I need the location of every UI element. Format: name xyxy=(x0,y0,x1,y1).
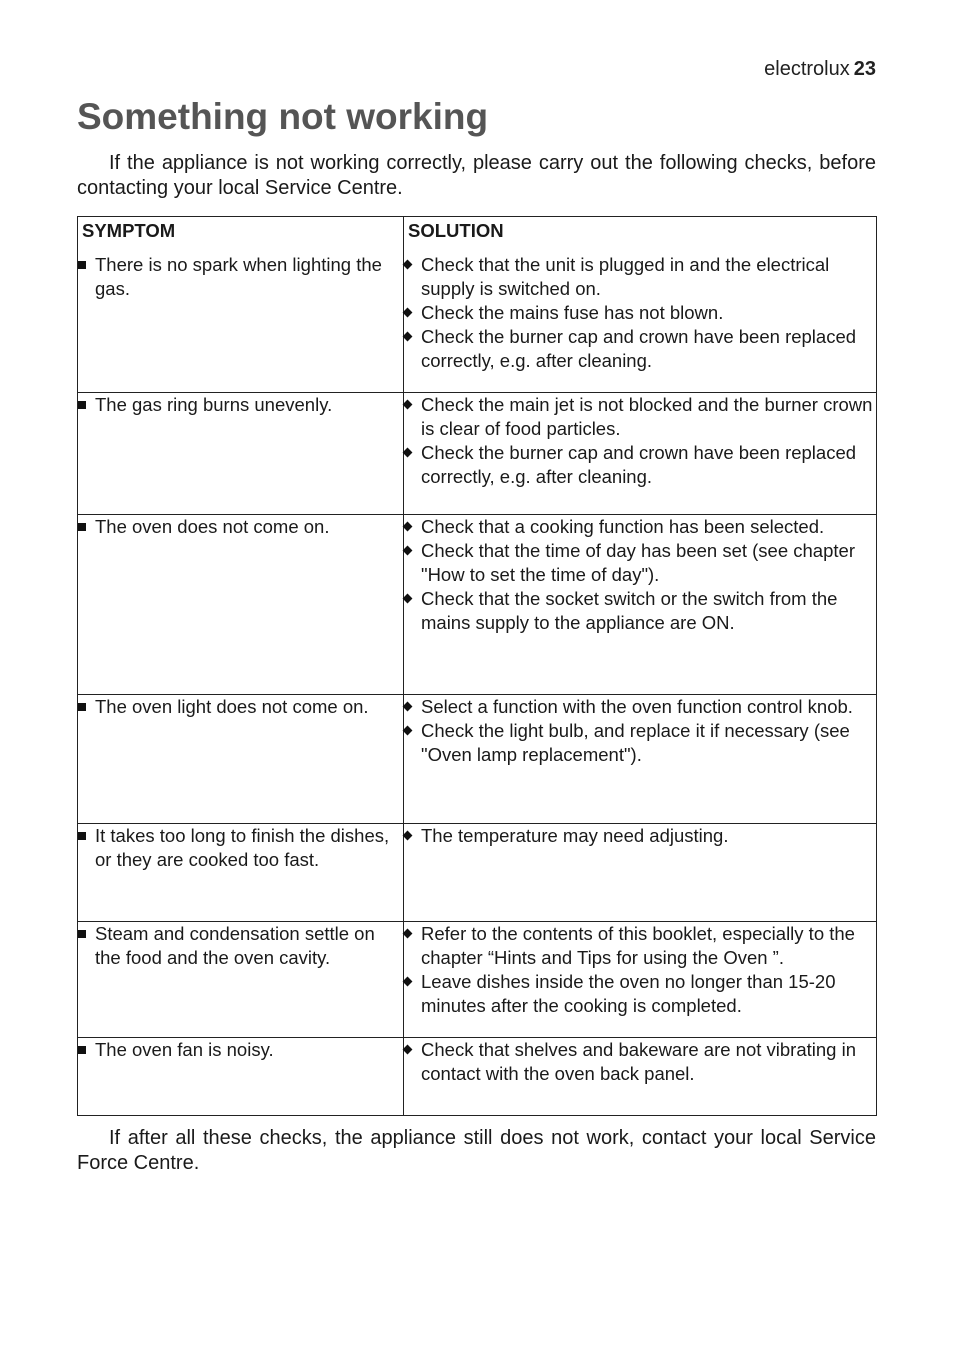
symptom-cell xyxy=(78,217,404,393)
solution-text: Check the light bulb, and replace it if necessary (see "Oven lamp replacement"). xyxy=(421,720,850,765)
table-row xyxy=(78,922,877,1038)
square-bullet-icon xyxy=(78,261,86,269)
square-bullet-icon xyxy=(78,401,86,409)
diamond-bullet-icon xyxy=(403,522,413,532)
solution-item xyxy=(404,695,876,719)
solution-item xyxy=(404,515,876,539)
diamond-bullet-icon xyxy=(403,594,413,604)
diamond-bullet-icon xyxy=(403,977,413,987)
solution-text: Check that the unit is plugged in and the electrical supply is switched on. xyxy=(421,254,830,299)
solution-text: Check that the socket switch or the switch from the mains supply to the appliance are ON. xyxy=(421,588,838,633)
solution-item xyxy=(404,719,876,767)
symptom-header: SYMPTOM xyxy=(82,220,176,241)
solution-item xyxy=(404,970,876,1018)
solution-item xyxy=(404,1038,876,1086)
diamond-bullet-icon xyxy=(403,1045,413,1055)
symptom-item xyxy=(78,922,403,970)
solution-text: Check that shelves and bakeware are not vibrating in contact with the oven back panel. xyxy=(421,1039,857,1084)
troubleshooting-table-body xyxy=(78,217,877,1116)
solution-item xyxy=(404,301,876,325)
diamond-bullet-icon xyxy=(403,260,413,270)
table-row xyxy=(78,393,877,515)
solution-text: Check the main jet is not blocked and the burner crown is clear of food particles. xyxy=(421,394,873,439)
symptom-item xyxy=(78,695,403,719)
symptom-text: The oven does not come on. xyxy=(95,516,330,537)
table-row xyxy=(78,695,877,824)
symptom-item xyxy=(78,824,403,872)
page-title: Something not working xyxy=(77,96,489,137)
table-row xyxy=(78,515,877,695)
symptom-item xyxy=(78,253,403,301)
diamond-bullet-icon xyxy=(403,308,413,318)
symptom-text: Steam and condensation settle on the food and the oven cavity. xyxy=(95,923,375,968)
intro-paragraph: If the appliance is not working correctly, please carry out the following checks, before contacting your local Service Centre. xyxy=(77,152,876,199)
symptom-cell xyxy=(78,695,404,824)
solution-cell xyxy=(404,922,877,1038)
symptom-cell xyxy=(78,824,404,922)
solution-cell xyxy=(404,393,877,515)
solution-item xyxy=(404,253,876,301)
symptom-item xyxy=(78,515,403,539)
page-header xyxy=(764,58,876,81)
symptom-item xyxy=(78,393,403,417)
solution-item xyxy=(404,539,876,587)
solution-item xyxy=(404,325,876,373)
solution-item xyxy=(404,922,876,970)
solution-cell xyxy=(404,515,877,695)
diamond-bullet-icon xyxy=(403,702,413,712)
diamond-bullet-icon xyxy=(403,332,413,342)
brand-name: electrolux xyxy=(764,58,850,80)
solution-text: The temperature may need adjusting. xyxy=(421,825,729,846)
solution-header: SOLUTION xyxy=(408,220,504,241)
solution-cell xyxy=(404,695,877,824)
solution-text: Check the burner cap and crown have been replaced correctly, e.g. after cleaning. xyxy=(421,326,857,371)
square-bullet-icon xyxy=(78,832,86,840)
square-bullet-icon xyxy=(78,930,86,938)
square-bullet-icon xyxy=(78,1046,86,1054)
solution-text: Refer to the contents of this booklet, especially to the chapter “Hints and Tips for using the Oven ”. xyxy=(421,923,855,968)
diamond-bullet-icon xyxy=(403,400,413,410)
table-row xyxy=(78,1038,877,1116)
solution-text: Select a function with the oven function control knob. xyxy=(421,696,853,717)
square-bullet-icon xyxy=(78,703,86,711)
solution-cell xyxy=(404,824,877,922)
solution-text: Check that a cooking function has been selected. xyxy=(421,516,825,537)
solution-item xyxy=(404,393,876,441)
solution-text: Leave dishes inside the oven no longer than 15-20 minutes after the cooking is completed. xyxy=(421,971,836,1016)
solution-text: Check the burner cap and crown have been replaced correctly, e.g. after cleaning. xyxy=(421,442,857,487)
symptom-cell xyxy=(78,515,404,695)
table-row xyxy=(78,824,877,922)
diamond-bullet-icon xyxy=(403,546,413,556)
symptom-cell xyxy=(78,1038,404,1116)
solution-item xyxy=(404,824,876,848)
table-row xyxy=(78,217,877,393)
symptom-text: The oven fan is noisy. xyxy=(95,1039,274,1060)
symptom-cell xyxy=(78,393,404,515)
symptom-cell xyxy=(78,922,404,1038)
square-bullet-icon xyxy=(78,523,86,531)
page-number: 23 xyxy=(853,58,876,80)
diamond-bullet-icon xyxy=(403,726,413,736)
diamond-bullet-icon xyxy=(403,929,413,939)
symptom-text: It takes too long to finish the dishes, or they are cooked too fast. xyxy=(95,825,390,870)
closing-paragraph: If after all these checks, the appliance still does not work, contact your local Service Force Centre. xyxy=(77,1127,876,1174)
solution-cell xyxy=(404,1038,877,1116)
diamond-bullet-icon xyxy=(403,448,413,458)
symptom-item xyxy=(78,1038,403,1062)
symptom-text: The gas ring burns unevenly. xyxy=(95,394,333,415)
diamond-bullet-icon xyxy=(403,831,413,841)
solution-item xyxy=(404,587,876,635)
solution-item xyxy=(404,441,876,489)
symptom-text: There is no spark when lighting the gas. xyxy=(95,254,382,299)
solution-cell xyxy=(404,217,877,393)
solution-text: Check the mains fuse has not blown. xyxy=(421,302,724,323)
symptom-text: The oven light does not come on. xyxy=(95,696,369,717)
troubleshooting-table xyxy=(77,216,877,1116)
solution-text: Check that the time of day has been set (see chapter "How to set the time of day"). xyxy=(421,540,855,585)
